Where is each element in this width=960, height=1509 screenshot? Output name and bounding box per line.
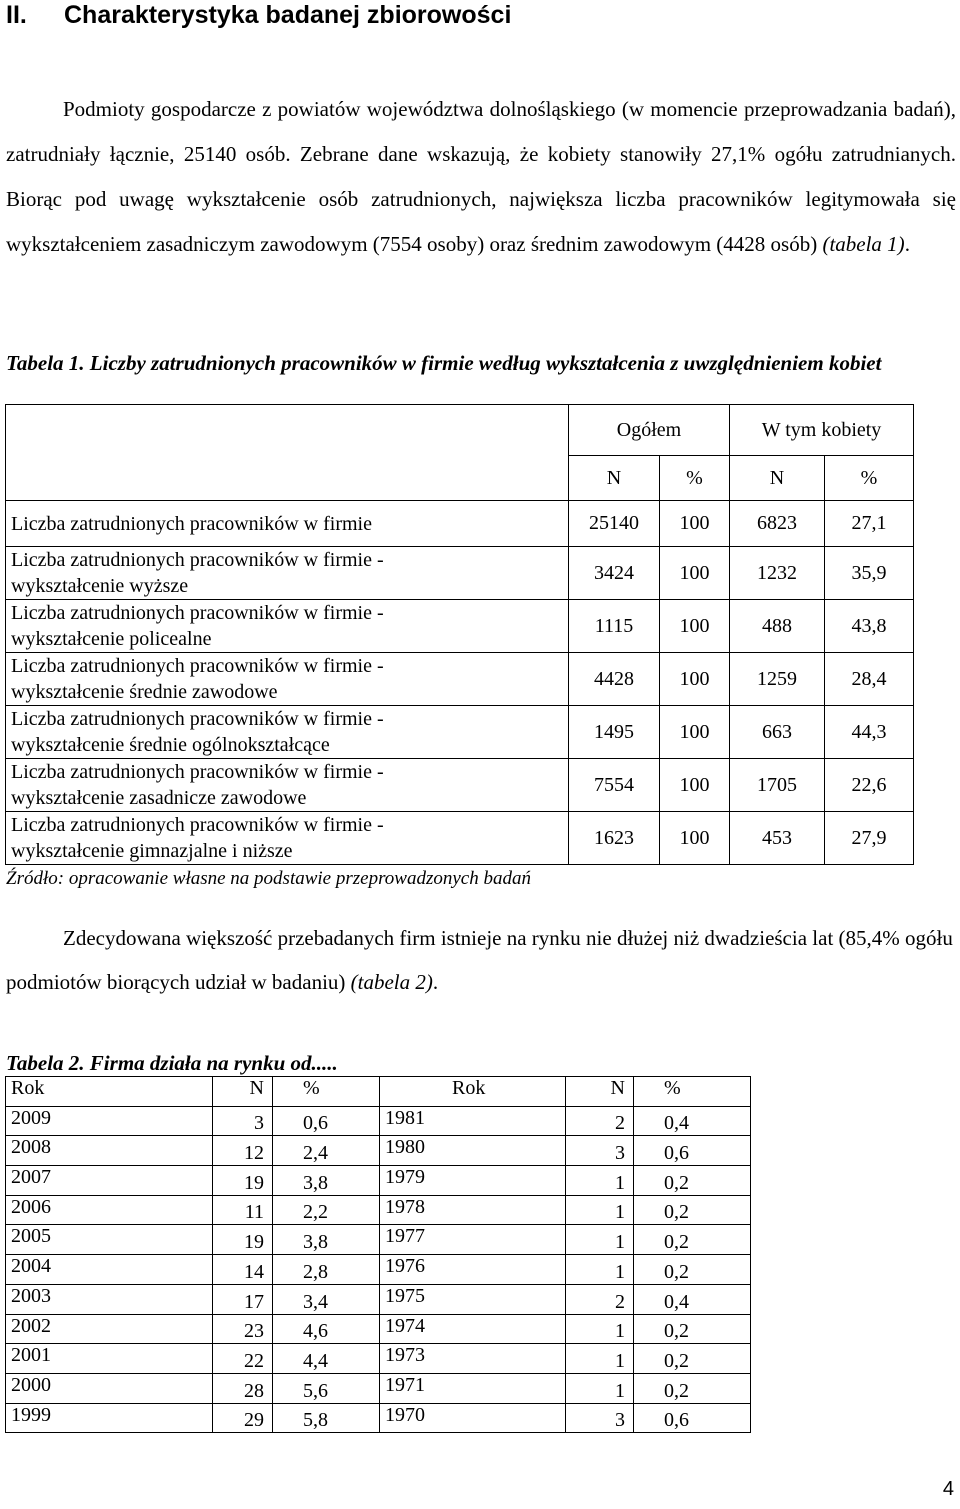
table-row — [6, 1195, 751, 1225]
value-cell: 1259 — [730, 653, 825, 706]
percent-cell: 2,2 — [273, 1195, 380, 1225]
count-cell: 28 — [213, 1373, 273, 1403]
count-cell: 29 — [213, 1403, 273, 1433]
year-cell: 2001 — [6, 1344, 213, 1374]
table2-header-year-left-label: Rok — [11, 1077, 45, 1099]
year-cell: 1974 — [380, 1314, 566, 1344]
table-row — [6, 501, 914, 547]
percent-cell: 0,2 — [634, 1255, 751, 1285]
year-cell: 1973 — [380, 1344, 566, 1374]
table2-caption: Tabela 2. Firma działa na rynku od..... — [6, 1051, 338, 1075]
section-heading — [6, 0, 511, 30]
row-label: Liczba zatrudnionych pracowników w firmie - — [11, 602, 384, 624]
table2-header-year-left — [6, 1077, 213, 1107]
year-cell: 1971 — [380, 1373, 566, 1403]
table1-header-total: Ogółem — [569, 405, 730, 456]
row-label: Liczba zatrudnionych pracowników w firmie - — [11, 655, 384, 677]
table2-header-row — [6, 1077, 751, 1107]
row-education-level: wykształcenie średnie zawodowe — [11, 681, 278, 703]
value-cell: 44,3 — [825, 706, 914, 759]
percent-cell: 3,4 — [273, 1284, 380, 1314]
year-cell: 2004 — [6, 1255, 213, 1285]
year-cell: 2006 — [6, 1195, 213, 1225]
intro-paragraph — [6, 87, 956, 267]
count-cell: 2 — [566, 1284, 634, 1314]
percent-cell: 5,8 — [273, 1403, 380, 1433]
table1-subheader: % — [825, 456, 914, 501]
table1-subheader: N — [730, 456, 825, 501]
table-row — [6, 1225, 751, 1255]
value-cell: 27,9 — [825, 812, 914, 865]
row-label-cell — [6, 706, 569, 759]
table1-corner-cell — [6, 405, 569, 501]
row-label-cell — [6, 759, 569, 812]
percent-cell: 0,4 — [634, 1284, 751, 1314]
value-cell: 22,6 — [825, 759, 914, 812]
table-row — [6, 653, 914, 706]
table-row — [6, 759, 914, 812]
value-cell: 25140 — [569, 501, 660, 547]
value-cell: 35,9 — [825, 547, 914, 600]
row-education-level: wykształcenie zasadnicze zawodowe — [11, 787, 307, 809]
percent-cell: 0,6 — [273, 1106, 380, 1136]
value-cell: 3424 — [569, 547, 660, 600]
value-cell: 7554 — [569, 759, 660, 812]
percent-cell: 2,4 — [273, 1136, 380, 1166]
firm-age-paragraph-text: Zdecydowana większość przebadanych firm istnieje na rynku nie dłużej niż dwadzieścia lat (85,4% ogółu podmiotów biorących udział w badaniu) — [6, 926, 953, 994]
table-row — [6, 1344, 751, 1374]
year-cell: 1980 — [380, 1136, 566, 1166]
firm-founding-year-table — [5, 1076, 751, 1433]
value-cell: 28,4 — [825, 653, 914, 706]
table1-reference: (tabela 1) — [822, 232, 905, 256]
percent-cell: 3,8 — [273, 1166, 380, 1196]
count-cell: 19 — [213, 1225, 273, 1255]
section-title: Charakterystyka badanej zbiorowości — [64, 1, 512, 29]
year-cell: 2005 — [6, 1225, 213, 1255]
count-cell: 1 — [566, 1195, 634, 1225]
value-cell: 1495 — [569, 706, 660, 759]
row-label-cell — [6, 547, 569, 600]
percent-cell: 0,4 — [634, 1106, 751, 1136]
count-cell: 3 — [566, 1136, 634, 1166]
year-cell: 1976 — [380, 1255, 566, 1285]
percent-cell: 0,2 — [634, 1195, 751, 1225]
value-cell: 100 — [660, 547, 730, 600]
table2-header-pct-right: % — [634, 1077, 751, 1107]
intro-paragraph-end: . — [904, 232, 910, 256]
row-label: Liczba zatrudnionych pracowników w firmie - — [11, 814, 384, 836]
value-cell: 100 — [660, 501, 730, 547]
table1-subheader: % — [660, 456, 730, 501]
percent-cell: 0,2 — [634, 1373, 751, 1403]
table-row — [6, 706, 914, 759]
employees-by-education-table — [5, 404, 914, 865]
year-cell: 1977 — [380, 1225, 566, 1255]
table-row — [6, 1166, 751, 1196]
row-label-cell — [6, 653, 569, 706]
count-cell: 23 — [213, 1314, 273, 1344]
table-row — [6, 1373, 751, 1403]
table1-source-note: Źródło: opracowanie własne na podstawie przeprowadzonych badań — [6, 868, 531, 889]
value-cell: 100 — [660, 653, 730, 706]
table1-group-header-row — [6, 405, 914, 456]
count-cell: 1 — [566, 1344, 634, 1374]
table1-caption: Tabela 1. Liczby zatrudnionych pracowników w firmie według wykształcenia z uwzględnieniem kobiet — [6, 351, 882, 375]
count-cell: 1 — [566, 1314, 634, 1344]
year-cell: 2008 — [6, 1136, 213, 1166]
value-cell: 1232 — [730, 547, 825, 600]
count-cell: 1 — [566, 1225, 634, 1255]
value-cell: 1705 — [730, 759, 825, 812]
count-cell: 1 — [566, 1255, 634, 1285]
value-cell: 6823 — [730, 501, 825, 547]
value-cell: 27,1 — [825, 501, 914, 547]
row-education-level: wykształcenie policealne — [11, 628, 212, 650]
count-cell: 12 — [213, 1136, 273, 1166]
percent-cell: 0,2 — [634, 1314, 751, 1344]
year-cell: 2002 — [6, 1314, 213, 1344]
table-row — [6, 547, 914, 600]
value-cell: 488 — [730, 600, 825, 653]
table-row — [6, 1284, 751, 1314]
row-label-cell — [6, 501, 569, 547]
value-cell: 663 — [730, 706, 825, 759]
value-cell: 43,8 — [825, 600, 914, 653]
table2-header-pct-left: % — [273, 1077, 380, 1107]
count-cell: 1 — [566, 1373, 634, 1403]
firm-age-paragraph-end: . — [432, 970, 439, 994]
year-cell: 2003 — [6, 1284, 213, 1314]
value-cell: 1115 — [569, 600, 660, 653]
count-cell: 3 — [213, 1106, 273, 1136]
percent-cell: 3,8 — [273, 1225, 380, 1255]
year-cell: 1970 — [380, 1403, 566, 1433]
table-row — [6, 1106, 751, 1136]
page-number: 4 — [942, 1478, 954, 1500]
percent-cell: 5,6 — [273, 1373, 380, 1403]
count-cell: 1 — [566, 1166, 634, 1196]
year-cell: 1975 — [380, 1284, 566, 1314]
percent-cell: 0,6 — [634, 1403, 751, 1433]
count-cell: 2 — [566, 1106, 634, 1136]
row-label: Liczba zatrudnionych pracowników w firmie - — [11, 708, 384, 730]
row-label: Liczba zatrudnionych pracowników w firmie - — [11, 761, 384, 783]
percent-cell: 0,2 — [634, 1166, 751, 1196]
table-row — [6, 1136, 751, 1166]
table1-subheader: N — [569, 456, 660, 501]
table-row — [6, 1403, 751, 1433]
percent-cell: 0,2 — [634, 1225, 751, 1255]
count-cell: 11 — [213, 1195, 273, 1225]
intro-paragraph-text: Podmioty gospodarcze z powiatów województwa dolnośląskiego (w momencie przeprowadzania badań), zatrudniały łącznie, 25140 osób. Zebrane dane wskazują, że kobiety stanowiły 27,1% ogółu zatrudnianych. Biorąc pod uwagę wykształcenie osób zatrudnionych, największa liczba pracowników legitymowała się wykształceniem zasadniczym zawodowym (7554 osoby) oraz średnim zawodowym (4428 osób) — [6, 97, 956, 256]
table1-header-women: W tym kobiety — [730, 405, 914, 456]
row-label: Liczba zatrudnionych pracowników w firmie - — [11, 549, 384, 571]
value-cell: 100 — [660, 600, 730, 653]
value-cell: 4428 — [569, 653, 660, 706]
row-education-level: wykształcenie gimnazjalne i niższe — [11, 840, 293, 862]
table-row — [6, 1314, 751, 1344]
year-cell: 1981 — [380, 1106, 566, 1136]
count-cell: 17 — [213, 1284, 273, 1314]
year-cell: 1978 — [380, 1195, 566, 1225]
percent-cell: 0,2 — [634, 1344, 751, 1374]
row-label-cell — [6, 600, 569, 653]
row-education-level: wykształcenie średnie ogólnokształcące — [11, 734, 330, 756]
row-label-cell — [6, 812, 569, 865]
table2-header-n-right: N — [566, 1077, 634, 1107]
percent-cell: 0,6 — [634, 1136, 751, 1166]
row-label: Liczba zatrudnionych pracowników w firmie — [11, 512, 372, 535]
table-row — [6, 600, 914, 653]
count-cell: 22 — [213, 1344, 273, 1374]
percent-cell: 4,4 — [273, 1344, 380, 1374]
percent-cell: 4,6 — [273, 1314, 380, 1344]
count-cell: 19 — [213, 1166, 273, 1196]
table-row — [6, 1255, 751, 1285]
year-cell: 1979 — [380, 1166, 566, 1196]
section-number: II. — [6, 1, 27, 29]
count-cell: 14 — [213, 1255, 273, 1285]
year-cell: 2007 — [6, 1166, 213, 1196]
value-cell: 100 — [660, 706, 730, 759]
count-cell: 3 — [566, 1403, 634, 1433]
table2-reference: (tabela 2) — [350, 970, 433, 994]
firm-age-paragraph — [6, 916, 956, 1004]
value-cell: 453 — [730, 812, 825, 865]
row-education-level: wykształcenie wyższe — [11, 575, 189, 597]
value-cell: 100 — [660, 759, 730, 812]
value-cell: 1623 — [569, 812, 660, 865]
table-row — [6, 812, 914, 865]
year-cell: 2009 — [6, 1106, 213, 1136]
table2-header-n-left: N — [213, 1077, 273, 1107]
percent-cell: 2,8 — [273, 1255, 380, 1285]
year-cell: 2000 — [6, 1373, 213, 1403]
table2-header-year-right: Rok — [380, 1077, 566, 1107]
year-cell: 1999 — [6, 1403, 213, 1433]
value-cell: 100 — [660, 812, 730, 865]
